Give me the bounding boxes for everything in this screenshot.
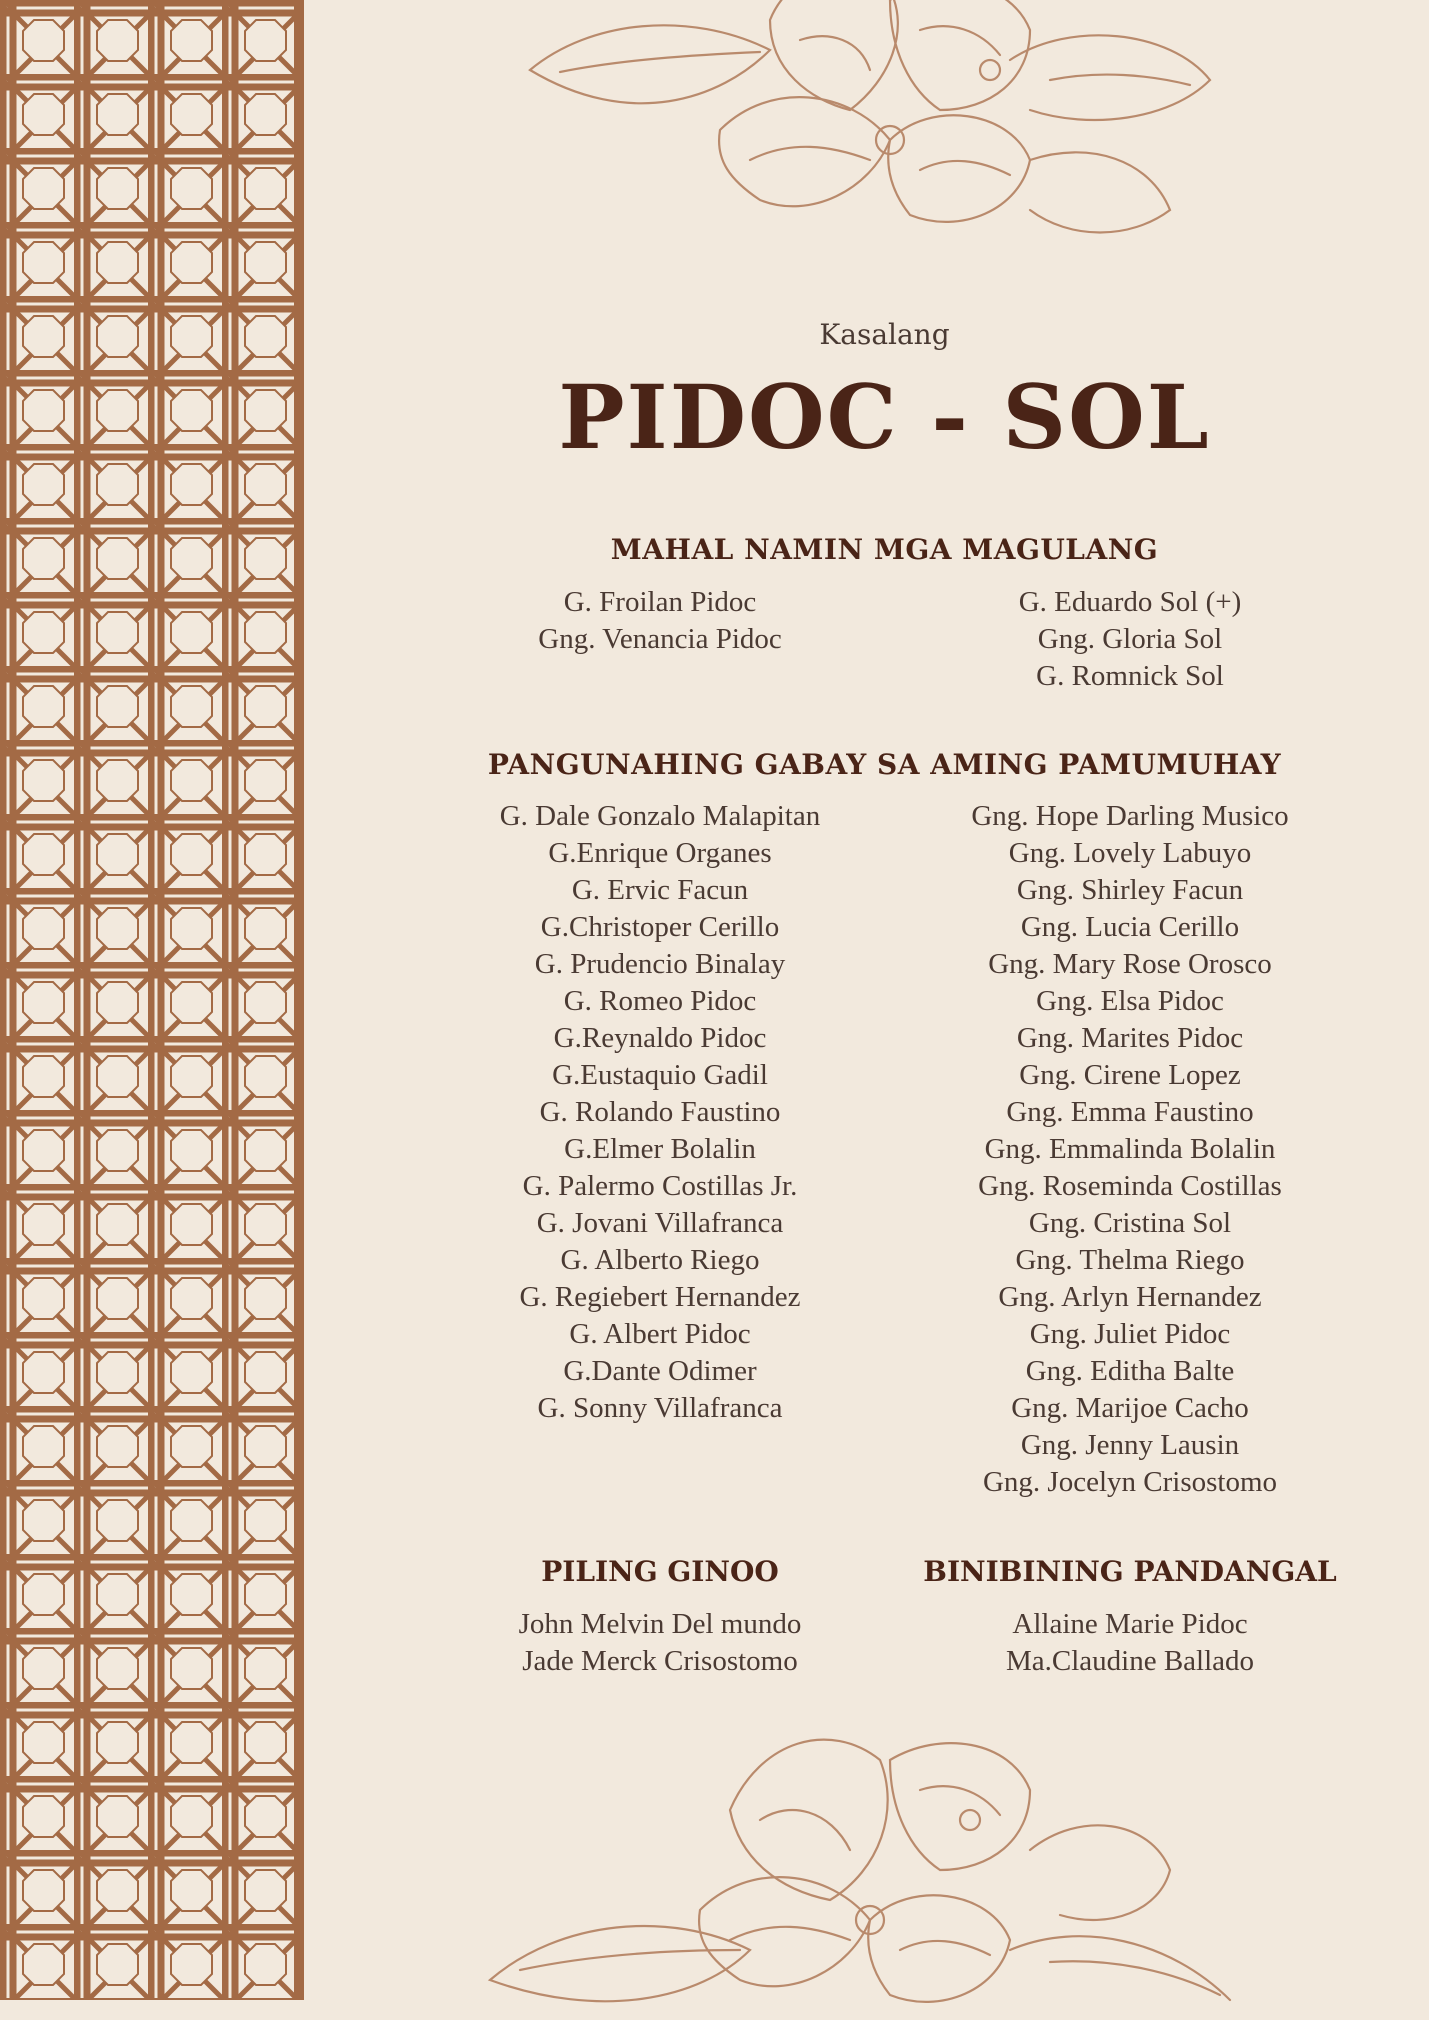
list-item: Gng. Marijoe Cacho <box>1011 1392 1249 1424</box>
rattan-cane-pattern <box>0 0 304 2000</box>
list-item: Gng. Emma Faustino <box>1006 1096 1254 1128</box>
list-item: G. Romeo Pidoc <box>563 985 757 1017</box>
list-item: Gng. Lucia Cerillo <box>1020 911 1240 943</box>
list-item: G. Jovani Villafranca <box>536 1207 784 1239</box>
bridesmaids-list <box>920 1606 1340 1680</box>
list-item: G. Dale Gonzalo Malapitan <box>499 800 821 832</box>
list-item: G.Enrique Organes <box>548 837 772 869</box>
kicker-text: Kasalang <box>819 318 950 351</box>
list-item: Gng. Juliet Pidoc <box>1029 1318 1231 1350</box>
list-item: G.Elmer Bolalin <box>564 1133 756 1165</box>
list-item: Gng. Cristina Sol <box>1028 1207 1232 1239</box>
parents-heading: MAHAL NAMIN MGA MAGULANG <box>610 533 1159 566</box>
list-item: Gng. Mary Rose Orosco <box>988 948 1272 980</box>
list-item: John Melvin Del mundo <box>518 1608 802 1640</box>
bridesmaids-heading: BINIBINING PANDANGAL <box>923 1555 1337 1588</box>
list-item: Ma.Claudine Ballado <box>1005 1645 1255 1677</box>
list-item: G. Romnick Sol <box>1036 660 1224 692</box>
list-item: G.Dante Odimer <box>563 1355 757 1387</box>
groomsmen-heading: PILING GINOO <box>541 1555 779 1588</box>
list-item: G. Ervic Facun <box>571 874 749 906</box>
list-item: Gng. Lovely Labuyo <box>1008 837 1252 869</box>
list-item: Gng. Emmalinda Bolalin <box>984 1133 1276 1165</box>
list-item: Jade Merck Crisostomo <box>522 1645 798 1677</box>
list-item: Gng. Cirene Lopez <box>1019 1059 1241 1091</box>
list-item: Gng. Venancia Pidoc <box>538 623 782 655</box>
list-item: G. Froilan Pidoc <box>563 586 757 618</box>
list-item: G. Eduardo Sol (+) <box>1018 586 1242 618</box>
list-item: Gng. Marites Pidoc <box>1016 1022 1244 1054</box>
list-item: G. Prudencio Binalay <box>534 948 786 980</box>
list-item: G. Regiebert Hernandez <box>519 1281 801 1313</box>
list-item: G. Palermo Costillas Jr. <box>522 1170 798 1202</box>
list-item: G.Eustaquio Gadil <box>552 1059 768 1091</box>
list-item: G.Reynaldo Pidoc <box>553 1022 767 1054</box>
list-item: Gng. Roseminda Costillas <box>978 1170 1282 1202</box>
sponsors-heading: PANGUNAHING GABAY SA AMING PAMUMUHAY <box>487 748 1282 781</box>
list-item: G. Rolando Faustino <box>539 1096 781 1128</box>
list-item: Allaine Marie Pidoc <box>1012 1608 1248 1640</box>
list-item: Gng. Thelma Riego <box>1015 1244 1245 1276</box>
list-item: Gng. Jocelyn Crisostomo <box>982 1466 1278 1498</box>
list-item: Gng. Jenny Lausin <box>1020 1429 1240 1461</box>
list-item: G. Alberto Riego <box>560 1244 760 1276</box>
list-item: Gng. Elsa Pidoc <box>1036 985 1224 1017</box>
bride-parents-list <box>920 584 1340 695</box>
male-sponsors-list <box>450 798 870 1427</box>
groomsmen-list <box>450 1606 870 1680</box>
invitation-content <box>420 0 1349 2000</box>
list-item: G. Sonny Villafranca <box>537 1392 783 1424</box>
list-item: Gng. Shirley Facun <box>1016 874 1244 906</box>
list-item: Gng. Gloria Sol <box>1037 623 1223 655</box>
list-item: Gng. Hope Darling Musico <box>971 800 1289 832</box>
female-sponsors-list <box>920 798 1340 1501</box>
couple-title: PIDOC - SOL <box>558 365 1211 469</box>
list-item: G. Albert Pidoc <box>569 1318 751 1350</box>
groom-parents-list <box>450 584 870 658</box>
list-item: Gng. Editha Balte <box>1025 1355 1235 1387</box>
list-item: Gng. Arlyn Hernandez <box>998 1281 1262 1313</box>
list-item: G.Christoper Cerillo <box>540 911 780 943</box>
